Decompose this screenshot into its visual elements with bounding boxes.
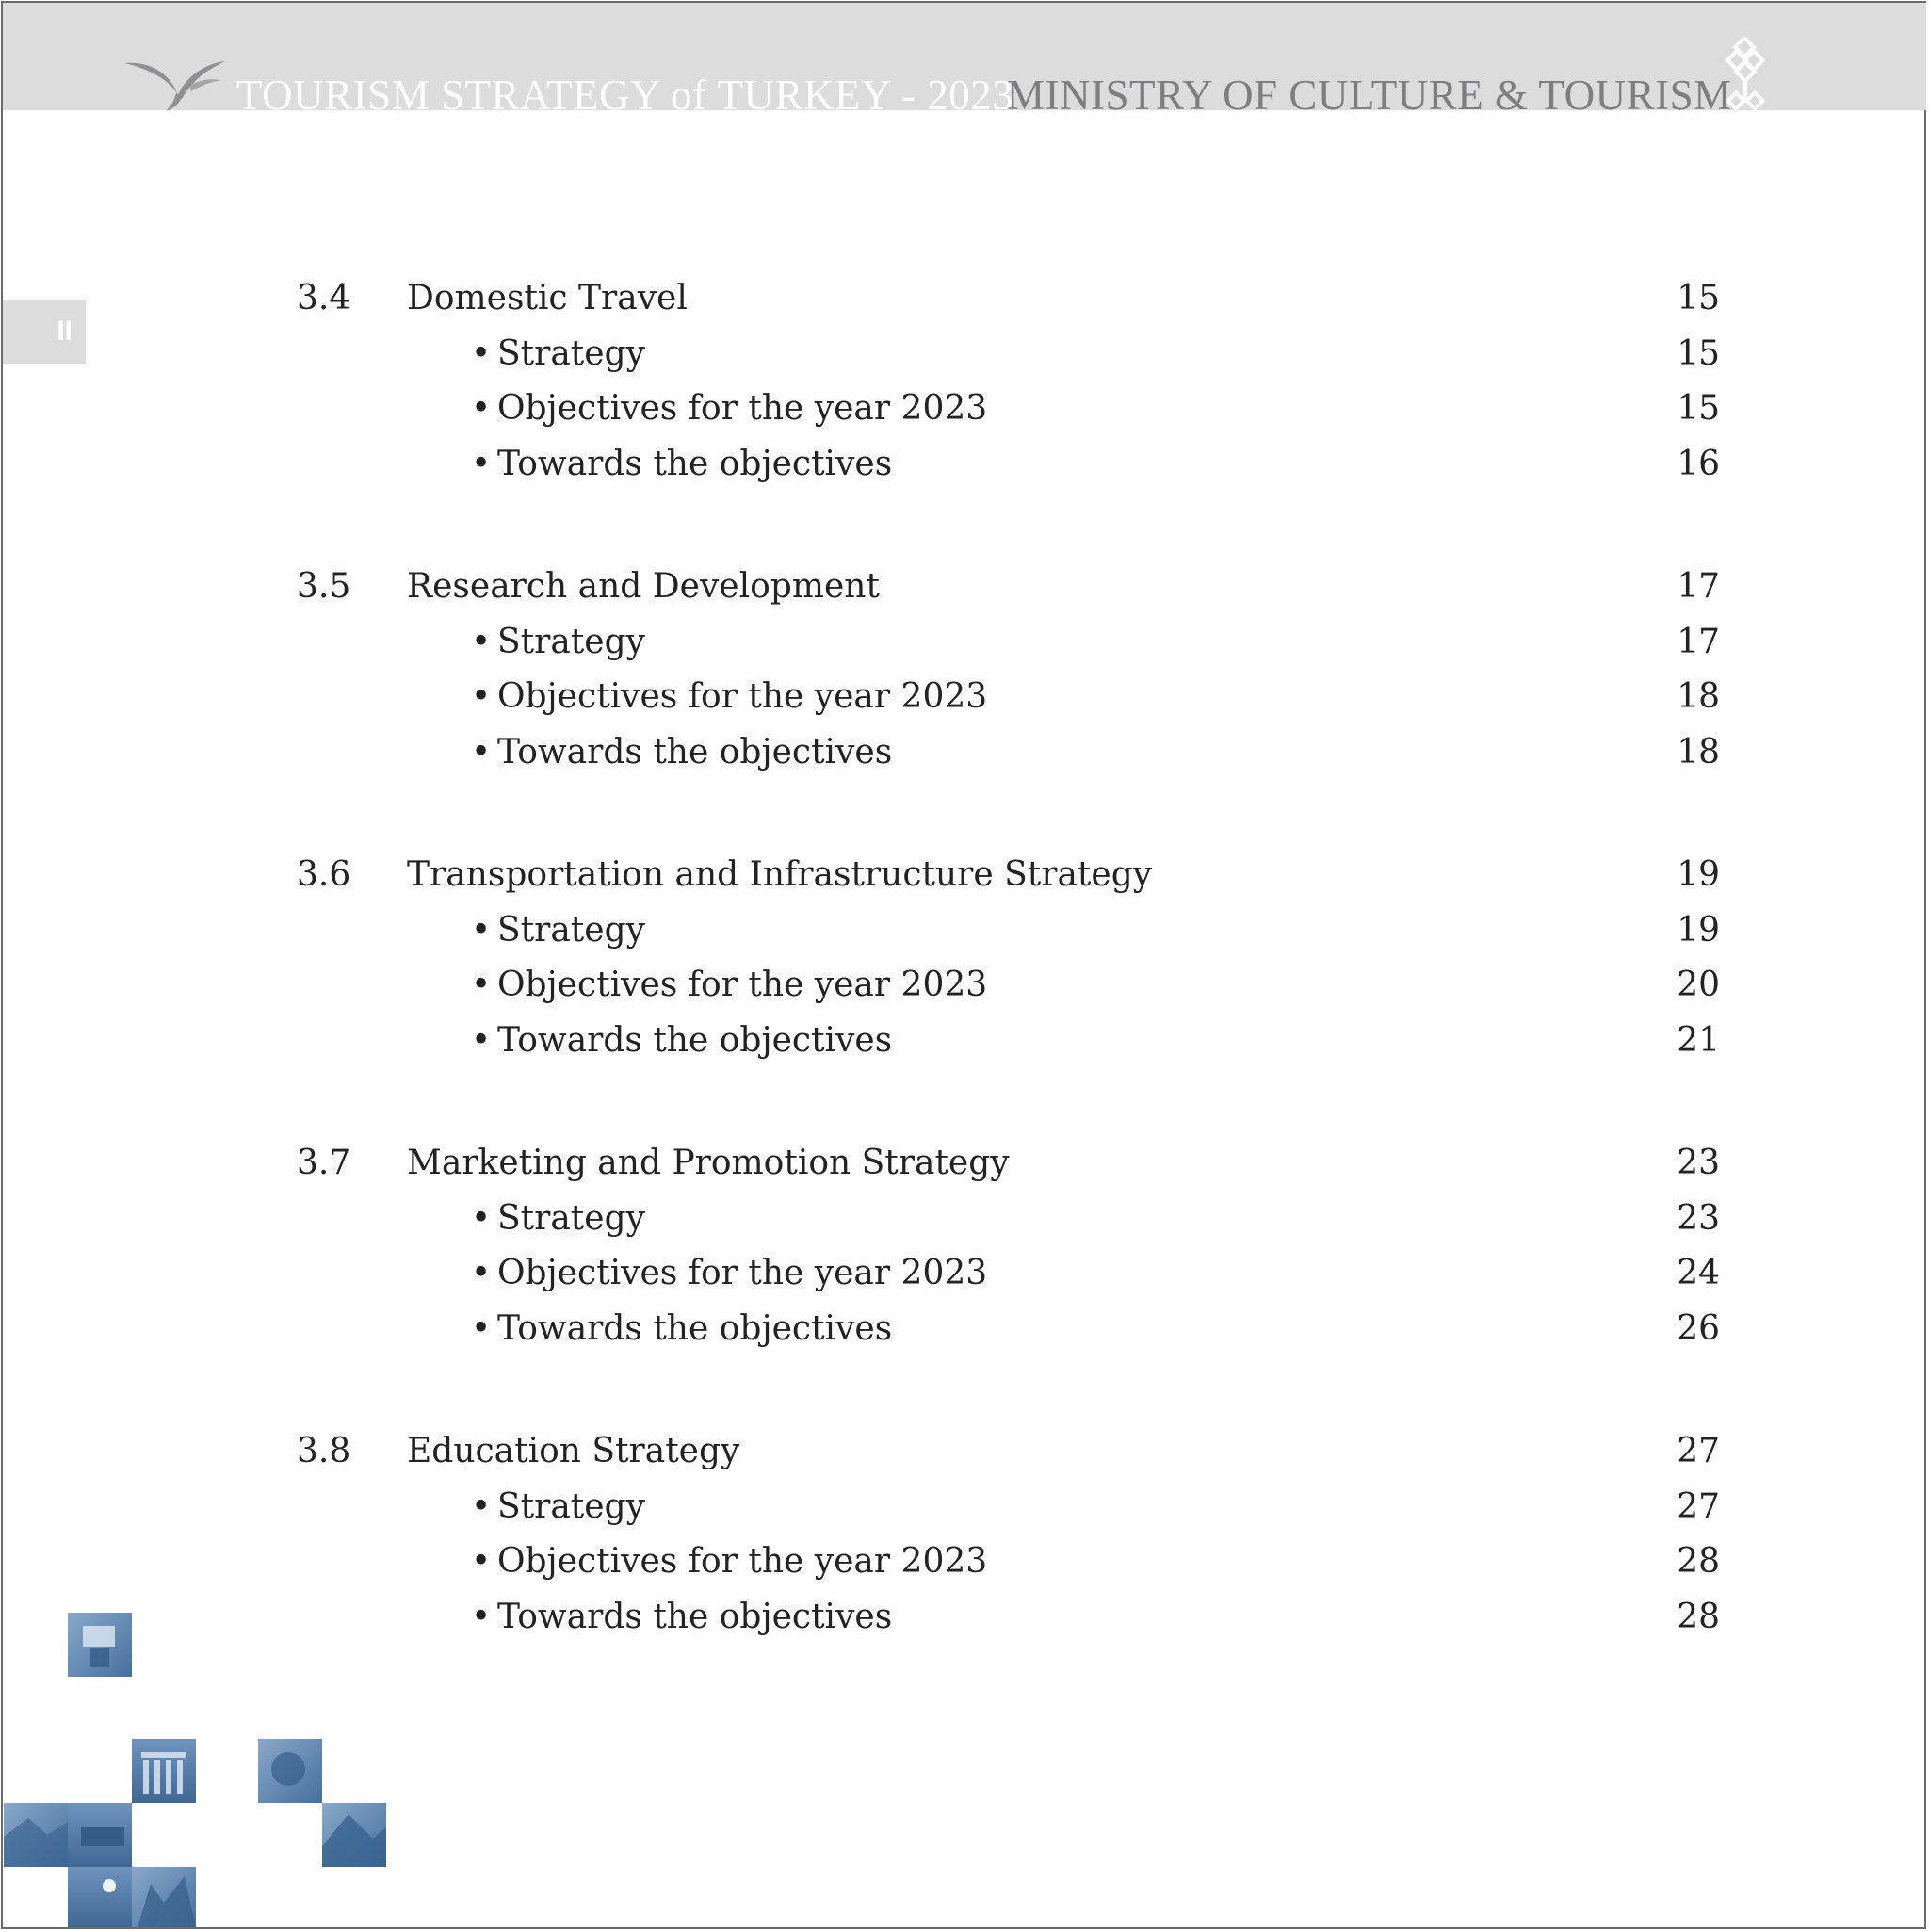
toc-section-heading — [0, 271, 1929, 327]
toc-subitem — [0, 903, 1929, 959]
section-number: 3.7 — [297, 1144, 351, 1182]
bullet-icon: • — [471, 732, 492, 771]
toc-subitem — [0, 1014, 1929, 1069]
subitem-label: Objectives for the year 2023 — [497, 1254, 988, 1292]
bullet-icon: • — [471, 333, 492, 373]
toc-section — [0, 848, 1929, 1068]
toc-subitem — [0, 382, 1929, 437]
report-title: TOURISM STRATEGY of TURKEY - 2023 — [236, 72, 1014, 110]
page-ref: 23 — [1677, 1144, 1720, 1182]
page-ref: 18 — [1677, 732, 1720, 771]
photo-tile — [322, 1803, 386, 1867]
subitem-label: Towards the objectives — [497, 444, 893, 483]
photo-tile — [68, 1867, 132, 1927]
subitem-label: Strategy — [497, 622, 645, 661]
bullet-icon: • — [471, 910, 492, 950]
toc-subitem — [0, 1192, 1929, 1247]
page-ref: 23 — [1677, 1198, 1720, 1238]
photo-tile — [68, 1803, 132, 1867]
bullet-icon: • — [471, 1198, 492, 1238]
toc-section — [0, 560, 1929, 780]
page-ref: 26 — [1677, 1308, 1720, 1348]
page-ref: 19 — [1677, 910, 1720, 950]
page-ref: 28 — [1677, 1597, 1720, 1636]
subitem-label: Towards the objectives — [497, 732, 893, 771]
subitem-label: Strategy — [497, 1198, 645, 1238]
subitem-label: Objectives for the year 2023 — [497, 677, 988, 716]
photo-tile — [132, 1867, 196, 1927]
subitem-label: Strategy — [497, 1486, 645, 1526]
page-ref: 15 — [1677, 389, 1720, 428]
bullet-icon: • — [471, 622, 492, 661]
page-ref: 15 — [1677, 279, 1720, 317]
toc-subitem — [0, 327, 1929, 382]
toc-section — [0, 1136, 1929, 1356]
toc-subitem — [0, 1246, 1929, 1302]
page-ref: 21 — [1677, 1020, 1720, 1060]
toc-subitem — [0, 1590, 1929, 1646]
toc-section-heading — [0, 560, 1929, 615]
page-ref: 27 — [1677, 1486, 1720, 1526]
page-ref: 27 — [1677, 1432, 1720, 1470]
bullet-icon: • — [471, 1308, 492, 1348]
subitem-label: Towards the objectives — [497, 1308, 893, 1348]
page-number: II — [57, 316, 73, 347]
bullet-icon: • — [471, 1486, 492, 1526]
bullet-icon: • — [471, 444, 492, 483]
section-number: 3.6 — [297, 855, 351, 894]
bird-logo-icon — [123, 57, 227, 110]
page-ref: 24 — [1677, 1254, 1720, 1292]
section-number: 3.4 — [297, 279, 351, 317]
page-ref: 16 — [1677, 444, 1720, 483]
toc-section — [0, 1424, 1929, 1645]
bullet-icon: • — [471, 1254, 492, 1292]
toc-section-heading — [0, 1136, 1929, 1192]
page-ref: 15 — [1677, 333, 1720, 373]
subitem-label: Strategy — [497, 910, 645, 950]
subitem-label: Objectives for the year 2023 — [497, 966, 988, 1004]
subitem-label: Objectives for the year 2023 — [497, 1542, 988, 1581]
photo-tile — [258, 1739, 322, 1803]
ministry-name: MINISTRY OF CULTURE & TOURISM — [1007, 72, 1732, 110]
bullet-icon: • — [471, 1597, 492, 1636]
toc-subitem — [0, 725, 1929, 781]
subitem-label: Objectives for the year 2023 — [497, 389, 988, 428]
bullet-icon: • — [471, 1020, 492, 1060]
section-title: Education Strategy — [407, 1432, 740, 1470]
bullet-icon: • — [471, 1542, 492, 1581]
photo-tile — [132, 1739, 196, 1803]
section-title: Research and Development — [407, 567, 880, 606]
page-ref: 17 — [1677, 622, 1720, 661]
endless-knot-icon — [1723, 37, 1775, 110]
bullet-icon: • — [471, 966, 492, 1004]
toc-subitem — [0, 958, 1929, 1014]
page-ref: 18 — [1677, 677, 1720, 716]
toc-subitem — [0, 437, 1929, 493]
bullet-icon: • — [471, 677, 492, 716]
section-title: Transportation and Infrastructure Strategy — [407, 855, 1153, 894]
subitem-label: Towards the objectives — [497, 1020, 893, 1060]
toc-subitem — [0, 615, 1929, 671]
page-ref: 20 — [1677, 966, 1720, 1004]
toc-subitem — [0, 1302, 1929, 1357]
toc-section-heading — [0, 1424, 1929, 1480]
toc-section — [0, 271, 1929, 492]
page-ref: 28 — [1677, 1542, 1720, 1581]
page-ref: 17 — [1677, 567, 1720, 606]
bullet-icon: • — [471, 389, 492, 428]
photo-tile — [4, 1803, 68, 1867]
toc-subitem — [0, 1534, 1929, 1590]
subitem-label: Strategy — [497, 333, 645, 373]
toc-subitem — [0, 1480, 1929, 1535]
header-band — [3, 3, 1926, 110]
section-number: 3.5 — [297, 567, 351, 606]
subitem-label: Towards the objectives — [497, 1597, 893, 1636]
page-ref: 19 — [1677, 855, 1720, 894]
section-title: Marketing and Promotion Strategy — [407, 1144, 1010, 1182]
toc-section-heading — [0, 848, 1929, 903]
section-number: 3.8 — [297, 1432, 351, 1470]
section-title: Domestic Travel — [407, 279, 688, 317]
toc-subitem — [0, 670, 1929, 725]
table-of-contents — [0, 271, 1929, 1713]
